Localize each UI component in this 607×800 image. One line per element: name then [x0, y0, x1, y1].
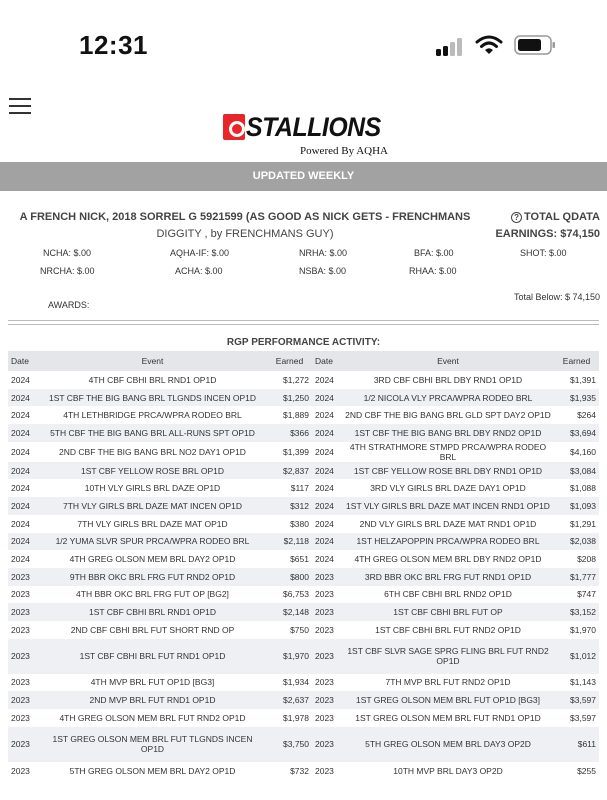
cell-earned: $3,152	[554, 603, 599, 621]
qdata-label: TOTAL QDATA	[524, 211, 600, 223]
cell-earned: $3,694	[554, 424, 599, 442]
cell-event: 4TH GREG OLSON MEM BRL FUT RND2 OP1D	[59, 712, 246, 723]
table-row	[8, 586, 599, 604]
cell-event: 5TH GREG OLSON MEM BRL DAY3 OP2D	[342, 727, 554, 762]
qdata-earnings: EARNINGS: $74,150	[495, 228, 600, 240]
cell-event: 4TH CBF CBHI BRL RND1 OP1D	[88, 374, 217, 385]
cell-event: 1ST VLY GIRLS BRL DAZE MAT INCEN RND1 OP1D	[342, 497, 554, 515]
earnings-bfa: BFA: $.00	[414, 248, 454, 258]
battery-icon	[514, 35, 556, 55]
cell-event: 1ST CBF THE BIG BANG BRL DBY RND2 OP1D	[342, 424, 554, 442]
column-header-earned[interactable]: Earned	[554, 351, 599, 371]
table-row	[8, 727, 599, 762]
cell-earned: $1,012	[554, 639, 599, 674]
cell-date: 2024	[312, 389, 342, 407]
cell-earned: $1,934	[283, 677, 309, 688]
cell-date: 2023	[315, 677, 334, 688]
cell-date: 2023	[312, 691, 342, 709]
cell-earned: $611	[554, 727, 599, 762]
q-logo-icon	[223, 114, 245, 140]
cell-earned: $3,597	[570, 712, 596, 723]
cell-event: 1ST GREG OLSON MEM BRL FUT TLGNDS INCEN OP1D	[38, 727, 267, 762]
cell-earned: $1,970	[570, 624, 596, 635]
table-row	[8, 389, 599, 407]
cell-date: 2024	[315, 518, 334, 529]
cell-date: 2023	[8, 691, 38, 709]
cell-event: 5TH GREG OLSON MEM BRL DAY2 OP1D	[69, 765, 236, 776]
logo-subtitle: Powered By AQHA	[300, 145, 388, 157]
total-qdata	[490, 209, 600, 243]
table-row	[8, 550, 599, 568]
cell-earned: $651	[290, 554, 309, 565]
cell-event: 4TH STRATHMORE STMPD PRCA/WPRA RODEO BRL	[349, 441, 547, 462]
horse-title	[10, 209, 480, 243]
cell-event: 10TH VLY GIRLS BRL DAZE OP1D	[84, 483, 221, 494]
rgp-activity-table	[8, 351, 599, 779]
table-header-row	[8, 351, 599, 371]
cell-earned: $732	[290, 765, 309, 776]
cell-earned: $1,978	[283, 712, 309, 723]
cell-date: 2024	[8, 424, 38, 442]
cell-event: 4TH BBR OKC BRL FRG FUT OP [BG2]	[76, 589, 229, 600]
cell-event: 2ND CBF THE BIG BANG BRL NO2 DAY1 OP1D	[59, 446, 246, 457]
status-bar	[0, 0, 607, 90]
cell-date: 2023	[315, 765, 334, 776]
cell-date: 2024	[8, 533, 38, 551]
status-time: 12:31	[79, 30, 148, 60]
cell-event: 3RD BBR OKC BRL FRG FUT RND1 OP1D	[342, 568, 554, 586]
cell-event: 2ND CBF THE BIG BANG BRL GLD SPT DAY2 OP1D	[345, 410, 551, 421]
table-row	[8, 621, 599, 639]
horse-title-line2: DIGGITY , by FRENCHMANS GUY)	[156, 228, 334, 240]
cell-date: 2024	[8, 462, 38, 480]
qstallions-logo[interactable]	[223, 112, 393, 160]
cell-date: 2023	[315, 589, 334, 600]
cell-date: 2023	[11, 765, 30, 776]
cell-date: 2024	[11, 410, 30, 421]
table-row	[8, 533, 599, 551]
cell-earned: $747	[577, 589, 596, 600]
cell-date: 2023	[11, 712, 30, 723]
updated-weekly-banner: UPDATED WEEKLY	[0, 162, 607, 191]
cellular-signal-icon	[436, 38, 466, 56]
cell-event: 1ST CBF CBHI BRL RND1 OP1D	[38, 603, 267, 621]
earnings-nrha: NRHA: $.00	[299, 248, 348, 258]
cell-date: 2023	[8, 603, 38, 621]
cell-event: 1ST CBF CBHI BRL FUT RND2 OP1D	[375, 624, 521, 635]
cell-date: 2024	[315, 410, 334, 421]
column-header-event[interactable]: Event	[38, 351, 267, 371]
cell-date: 2024	[312, 462, 342, 480]
cell-date: 2023	[11, 589, 30, 600]
total-below: Total Below: $ 74,150	[513, 292, 600, 302]
cell-event: 6TH CBF CBHI BRL RND2 OP1D	[384, 589, 512, 600]
cell-event: 1/2 NICOLA VLY PRCA/WPRA RODEO BRL	[342, 389, 554, 407]
cell-event: 7TH VLY GIRLS BRL DAZE MAT OP1D	[77, 518, 228, 529]
cell-date: 2023	[11, 677, 30, 688]
cell-date: 2023	[312, 568, 342, 586]
cell-earned: $366	[267, 424, 312, 442]
cell-earned: $255	[577, 765, 596, 776]
cell-event: 9TH BBR OKC BRL FRG FUT RND2 OP1D	[38, 568, 267, 586]
table-row	[8, 515, 599, 533]
cell-event: 1ST CBF YELLOW ROSE BRL OP1D	[38, 462, 267, 480]
cell-earned: $1,291	[570, 518, 596, 529]
cell-earned: $208	[577, 554, 596, 565]
cell-date: 2023	[8, 568, 38, 586]
cell-event: 1ST CBF SLVR SAGE SPRG FLING BRL FUT RND2 OP1D	[342, 639, 554, 674]
earnings-acha: ACHA: $.00	[175, 266, 223, 276]
cell-earned: $117	[290, 483, 309, 494]
awards-label: AWARDS:	[48, 300, 90, 310]
cell-event: 1ST GREG OLSON MEM BRL FUT OP1D [BG3]	[342, 691, 554, 709]
divider	[8, 320, 599, 321]
table-row	[8, 603, 599, 621]
table-row	[8, 762, 599, 780]
table-row	[8, 424, 599, 442]
cell-event: 2ND CBF CBHI BRL FUT SHORT RND OP	[70, 624, 235, 635]
column-header-date[interactable]: Date	[8, 351, 38, 371]
cell-date: 2024	[11, 518, 30, 529]
cell-date: 2023	[8, 639, 38, 674]
table-row	[8, 691, 599, 709]
earnings-nsba: NSBA: $.00	[299, 266, 347, 276]
cell-earned: $2,837	[267, 462, 312, 480]
cell-date: 2023	[315, 712, 334, 723]
cell-event: 7TH MVP BRL FUT RND2 OP1D	[385, 677, 511, 688]
cell-date: 2024	[315, 483, 334, 494]
cell-earned: $1,970	[267, 639, 312, 674]
divider	[8, 324, 599, 325]
cell-event: 1/2 YUMA SLVR SPUR PRCA/WPRA RODEO BRL	[38, 533, 267, 551]
cell-earned: $380	[290, 518, 309, 529]
table-row	[8, 639, 599, 674]
column-header-event[interactable]: Event	[342, 351, 554, 371]
horse-title-line1: A FRENCH NICK, 2018 SORREL G 5921599 (AS GOOD AS NICK GETS - FRENCHMANS	[19, 211, 471, 223]
cell-event: 5TH CBF THE BIG BANG BRL ALL-RUNS SPT OP1D	[38, 424, 267, 442]
cell-date: 2024	[315, 446, 334, 457]
cell-earned: $1,143	[570, 677, 596, 688]
table-row	[8, 479, 599, 497]
cell-date: 2024	[312, 533, 342, 551]
table-row	[8, 406, 599, 424]
earnings-shot: SHOT: $.00	[520, 248, 567, 258]
cell-event: 2ND MVP BRL FUT RND1 OP1D	[38, 691, 267, 709]
cell-date: 2023	[8, 727, 38, 762]
cell-date: 2024	[315, 554, 334, 565]
cell-event: 1ST GREG OLSON MEM BRL FUT RND1 OP1D	[355, 712, 541, 723]
cell-earned: $1,889	[283, 410, 309, 421]
cell-earned: $1,088	[570, 483, 596, 494]
cell-date: 2023	[11, 624, 30, 635]
table-row	[8, 568, 599, 586]
logo-text: STALLIONS	[246, 112, 381, 142]
rgp-title: RGP PERFORMANCE ACTIVITY:	[226, 337, 381, 348]
cell-event: 1ST HELZAPOPPIN PRCA/WPRA RODEO BRL	[342, 533, 554, 551]
earnings-rhaa: RHAA: $.00	[409, 266, 457, 276]
table-row	[8, 497, 599, 515]
cell-earned: $1,250	[267, 389, 312, 407]
table-row	[8, 674, 599, 692]
cell-date: 2024	[312, 424, 342, 442]
cell-date: 2023	[312, 727, 342, 762]
cell-earned: $1,272	[283, 374, 309, 385]
cell-earned: $1,935	[554, 389, 599, 407]
cell-earned: $2,038	[554, 533, 599, 551]
cell-event: 1ST CBF THE BIG BANG BRL TLGNDS INCEN OP1D	[38, 389, 267, 407]
cell-earned: $2,637	[267, 691, 312, 709]
cell-date: 2023	[312, 639, 342, 674]
cell-earned: $3,750	[267, 727, 312, 762]
cell-event: 4TH LETHBRIDGE PRCA/WPRA RODEO BRL	[63, 410, 242, 421]
cell-earned: $2,118	[267, 533, 312, 551]
cell-event: 10TH MVP BRL DAY3 OP2D	[393, 765, 503, 776]
cell-earned: $6,753	[283, 589, 309, 600]
cell-date: 2024	[11, 446, 30, 457]
cell-event: 3RD CBF CBHI BRL DBY RND1 OP1D	[373, 374, 523, 385]
app-header	[0, 90, 607, 162]
cell-earned: $3,084	[554, 462, 599, 480]
cell-event: 1ST CBF CBHI BRL FUT OP	[342, 603, 554, 621]
column-header-earned[interactable]: Earned	[267, 351, 312, 371]
cell-earned: $800	[267, 568, 312, 586]
rgp-table-body	[8, 371, 599, 779]
cell-earned: $750	[290, 624, 309, 635]
cell-earned: $1,391	[570, 374, 596, 385]
cell-event: 4TH MVP BRL FUT OP1D [BG3]	[90, 677, 215, 688]
earnings-aqha-if: AQHA-IF: $.00	[170, 248, 230, 258]
table-row	[8, 371, 599, 389]
cell-earned: $1,777	[554, 568, 599, 586]
cell-date: 2023	[312, 603, 342, 621]
cell-earned: $312	[267, 497, 312, 515]
cell-date: 2024	[11, 374, 30, 385]
cell-date: 2024	[8, 389, 38, 407]
cell-date: 2024	[11, 554, 30, 565]
cell-earned: $2,148	[267, 603, 312, 621]
cell-earned: $1,093	[554, 497, 599, 515]
cell-date: 2023	[315, 624, 334, 635]
table-row	[8, 462, 599, 480]
cell-earned: $1,399	[283, 446, 309, 457]
cell-event: 4TH GREG OLSON MEM BRL DBY RND2 OP1D	[354, 554, 542, 565]
info-icon[interactable]: ?	[511, 212, 522, 223]
cell-event: 7TH VLY GIRLS BRL DAZE MAT INCEN OP1D	[38, 497, 267, 515]
cell-earned: $3,597	[554, 691, 599, 709]
cell-date: 2024	[8, 497, 38, 515]
cell-event: 1ST CBF YELLOW ROSE BRL DBY RND1 OP1D	[342, 462, 554, 480]
cell-date: 2024	[11, 483, 30, 494]
cell-event: 4TH GREG OLSON MEM BRL DAY2 OP1D	[69, 554, 236, 565]
cell-earned: $4,160	[570, 446, 596, 457]
earnings-nrcha: NRCHA: $.00	[40, 266, 95, 276]
cell-earned: $264	[577, 410, 596, 421]
earnings-ncha: NCHA: $.00	[43, 248, 92, 258]
table-row	[8, 709, 599, 727]
cell-date: 2024	[315, 374, 334, 385]
column-header-date[interactable]: Date	[312, 351, 342, 371]
wifi-icon	[475, 34, 503, 56]
cell-event: 2ND VLY GIRLS BRL DAZE MAT RND1 OP1D	[359, 518, 537, 529]
cell-event: 3RD VLY GIRLS BRL DAZE DAY1 OP1D	[370, 483, 526, 494]
cell-event: 1ST CBF CBHI BRL FUT RND1 OP1D	[38, 639, 267, 674]
hamburger-menu-icon[interactable]	[9, 98, 31, 116]
cell-date: 2024	[312, 497, 342, 515]
table-row	[8, 442, 599, 462]
